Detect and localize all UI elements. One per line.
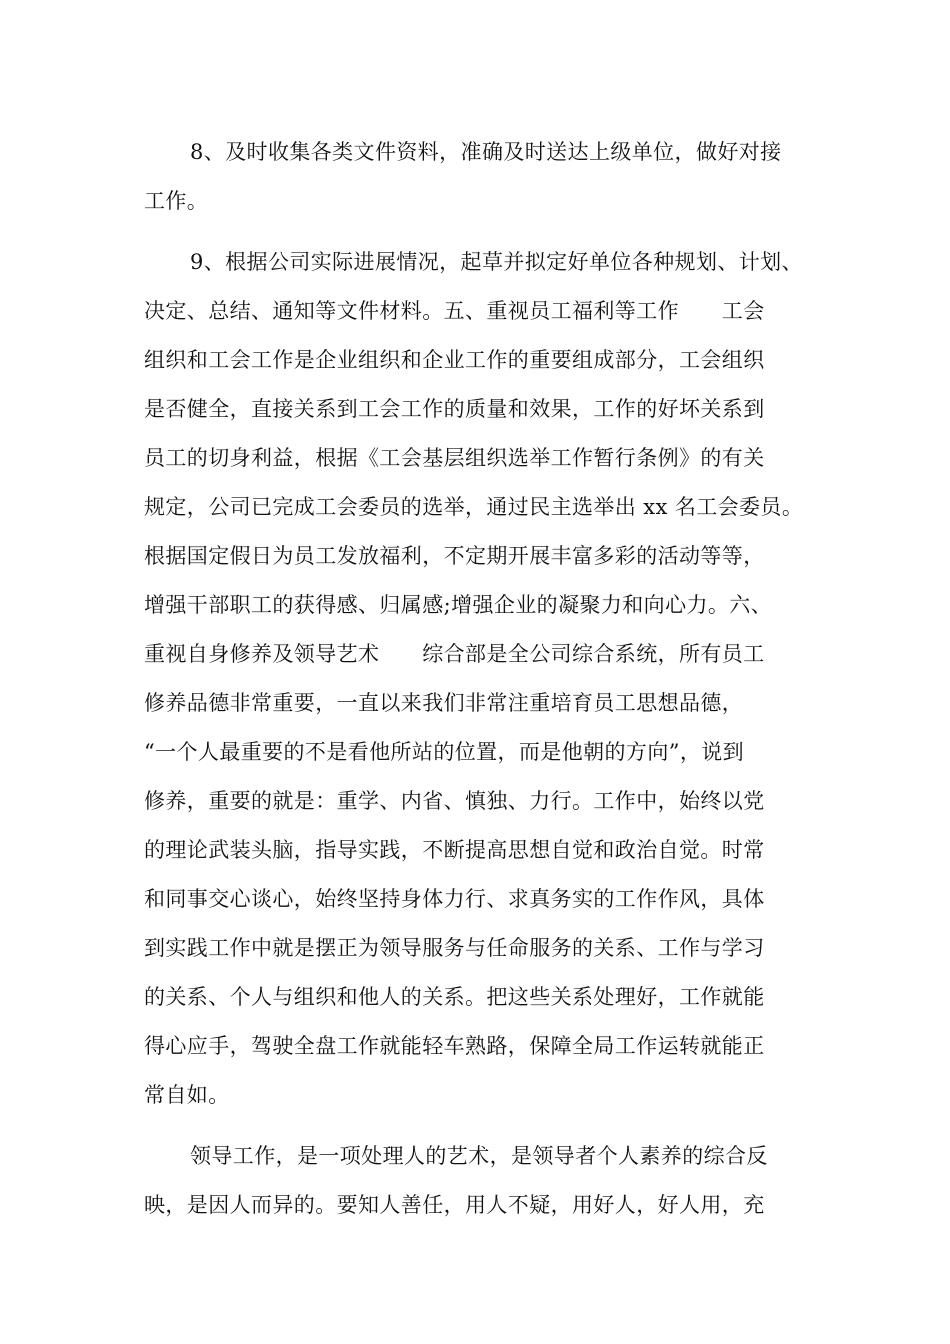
text-line: 规定，公司已完成工会委员的选举，通过民主选举出 xx 名工会委员。	[144, 495, 804, 519]
text-line: 映，是因人而异的。要知人善任，用人不疑，用好人，好人用，充	[144, 1193, 765, 1217]
text-line: 领导工作，是一项处理人的艺术，是领导者个人素养的综合反	[190, 1144, 768, 1168]
paragraph-spacer	[144, 226, 834, 238]
text-line: 常自如。	[144, 1083, 230, 1107]
text-line: 和同事交心谈心，始终坚持身体力行、求真务实的工作作风，具体	[144, 887, 765, 911]
text-line: 修养，重要的就是：重学、内省、慎独、力行。工作中，始终以党	[144, 789, 765, 813]
text-line: 到实践工作中就是摆正为领导服务与任命服务的关系、工作与学习	[144, 936, 765, 960]
text-line: 得心应手，驾驶全盘工作就能轻车熟路，保障全局工作运转就能正	[144, 1034, 765, 1058]
text-line: 是否健全，直接关系到工会工作的质量和效果，工作的好坏关系到	[144, 397, 765, 421]
paragraph-leadership	[144, 1132, 834, 1230]
text-line: 9、根据公司实际进展情况，起草并拟定好单位各种规划、计划、	[190, 250, 803, 274]
text-line: 工作。	[144, 189, 209, 213]
text-line: “一个人最重要的不是看他所站的位置，而是他朝的方向”，说到	[144, 740, 745, 764]
paragraph-9	[144, 238, 834, 1120]
text-line: 8、及时收集各类文件资料，准确及时送达上级单位，做好对接	[190, 140, 782, 164]
text-line: 根据国定假日为员工发放福利，不定期开展丰富多彩的活动等等，	[144, 544, 765, 568]
text-line: 修养品德非常重要，一直以来我们非常注重培育员工思想品德，	[144, 691, 744, 715]
text-line: 决定、总结、通知等文件材料。五、重视员工福利等工作 工会	[144, 299, 765, 323]
text-line: 组织和工会工作是企业组织和企业工作的重要组成部分，工会组织	[144, 348, 765, 372]
text-line: 的关系、个人与组织和他人的关系。把这些关系处理好，工作就能	[144, 985, 765, 1009]
document-body	[144, 128, 834, 1230]
text-line: 重视自身修养及领导艺术 综合部是全公司综合系统，所有员工	[144, 642, 765, 666]
paragraph-8	[144, 128, 834, 226]
text-line: 员工的切身利益，根据《工会基层组织选举工作暂行条例》的有关	[144, 446, 765, 470]
paragraph-spacer	[144, 1120, 834, 1132]
text-line: 增强干部职工的获得感、归属感;增强企业的凝聚力和向心力。六、	[144, 593, 773, 617]
text-line: 的理论武装头脑，指导实践，不断提高思想自觉和政治自觉。时常	[144, 838, 765, 862]
